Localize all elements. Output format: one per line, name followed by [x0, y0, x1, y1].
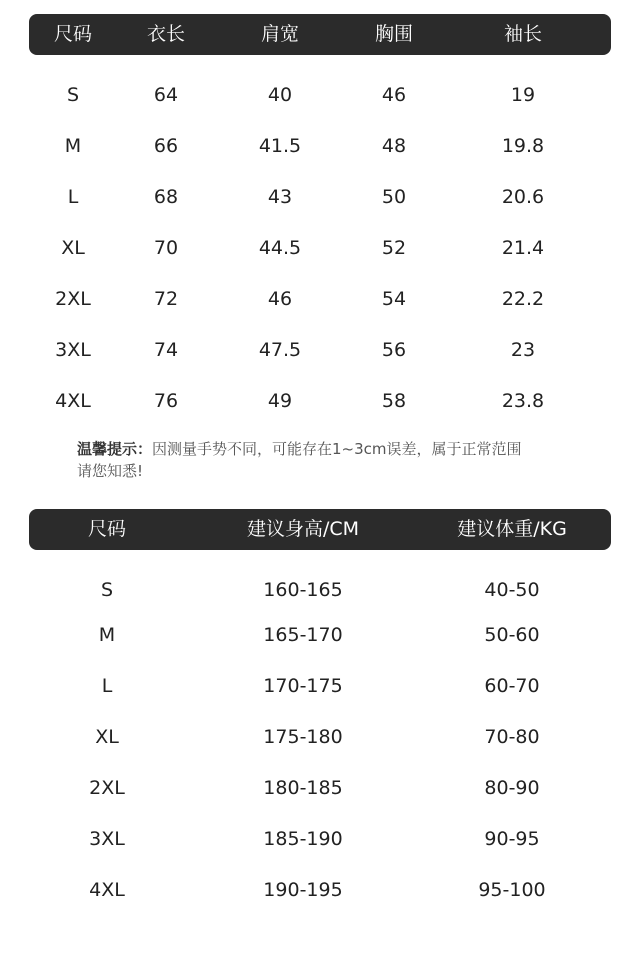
chest-cell: 52 [381, 237, 407, 259]
size-cell: 3XL [89, 828, 125, 850]
sleeve-cell: 21.4 [501, 237, 545, 259]
header-height: 建议身高/CM [246, 518, 360, 540]
header-shoulder: 肩宽 [260, 23, 300, 45]
height-cell: 165-170 [263, 624, 343, 646]
size-cell: L [101, 675, 113, 697]
length-cell: 74 [153, 339, 179, 361]
table-row [0, 620, 640, 650]
table-row [0, 182, 640, 212]
table-row [0, 335, 640, 365]
table-row [0, 722, 640, 752]
table-row [0, 233, 640, 263]
table-row [0, 773, 640, 803]
size-table-header [29, 14, 611, 55]
length-cell: 64 [153, 84, 179, 106]
sleeve-cell: 20.6 [501, 186, 545, 208]
length-cell: 66 [153, 135, 179, 157]
measurement-note [77, 438, 597, 482]
height-cell: 185-190 [263, 828, 343, 850]
size-cell: 2XL [89, 777, 125, 799]
shoulder-cell: 44.5 [258, 237, 302, 259]
note-line-2: 请您知悉! [77, 462, 144, 480]
note-text: 因测量手势不同，可能存在1~3cm误差，属于正常范围 [152, 440, 522, 458]
chest-cell: 58 [381, 390, 407, 412]
chest-cell: 50 [381, 186, 407, 208]
header-weight: 建议体重/KG [457, 518, 567, 540]
table-row [0, 875, 640, 905]
size-cell: XL [95, 726, 119, 748]
size-cell: 4XL [89, 879, 125, 901]
note-line-1 [77, 438, 597, 460]
note-label: 温馨提示： [77, 440, 153, 458]
shoulder-cell: 40 [267, 84, 293, 106]
sleeve-cell: 22.2 [501, 288, 545, 310]
length-cell: 70 [153, 237, 179, 259]
length-cell: 76 [153, 390, 179, 412]
header-size: 尺码 [53, 23, 93, 45]
sleeve-cell: 23 [510, 339, 536, 361]
shoulder-cell: 43 [267, 186, 293, 208]
size-cell: XL [61, 237, 85, 259]
sleeve-cell: 19 [510, 84, 536, 106]
header-chest: 胸围 [374, 23, 414, 45]
height-cell: 170-175 [263, 675, 343, 697]
sleeve-cell: 19.8 [501, 135, 545, 157]
table-row [0, 131, 640, 161]
chest-cell: 48 [381, 135, 407, 157]
size-cell: 3XL [55, 339, 91, 361]
size-cell: L [67, 186, 79, 208]
height-cell: 190-195 [263, 879, 343, 901]
chest-cell: 54 [381, 288, 407, 310]
header-length: 衣长 [146, 23, 186, 45]
table-row [0, 575, 640, 605]
size-cell: M [64, 135, 82, 157]
size-cell: 2XL [55, 288, 91, 310]
size-cell: 4XL [55, 390, 91, 412]
weight-cell: 95-100 [478, 879, 546, 901]
size-cell: S [100, 579, 114, 601]
table-row [0, 284, 640, 314]
header-sleeve: 袖长 [503, 23, 543, 45]
recommendation-table-header [29, 509, 611, 550]
shoulder-cell: 46 [267, 288, 293, 310]
weight-cell: 50-60 [484, 624, 540, 646]
weight-cell: 80-90 [484, 777, 540, 799]
weight-cell: 70-80 [484, 726, 540, 748]
size-cell: S [66, 84, 80, 106]
height-cell: 160-165 [263, 579, 343, 601]
height-cell: 175-180 [263, 726, 343, 748]
weight-cell: 90-95 [484, 828, 540, 850]
weight-cell: 60-70 [484, 675, 540, 697]
weight-cell: 40-50 [484, 579, 540, 601]
table-row [0, 824, 640, 854]
chest-cell: 56 [381, 339, 407, 361]
size-cell: M [98, 624, 116, 646]
height-cell: 180-185 [263, 777, 343, 799]
table-row [0, 386, 640, 416]
sleeve-cell: 23.8 [501, 390, 545, 412]
chest-cell: 46 [381, 84, 407, 106]
shoulder-cell: 41.5 [258, 135, 302, 157]
header-size: 尺码 [87, 518, 127, 540]
length-cell: 68 [153, 186, 179, 208]
table-row [0, 80, 640, 110]
shoulder-cell: 47.5 [258, 339, 302, 361]
shoulder-cell: 49 [267, 390, 293, 412]
table-row [0, 671, 640, 701]
length-cell: 72 [153, 288, 179, 310]
